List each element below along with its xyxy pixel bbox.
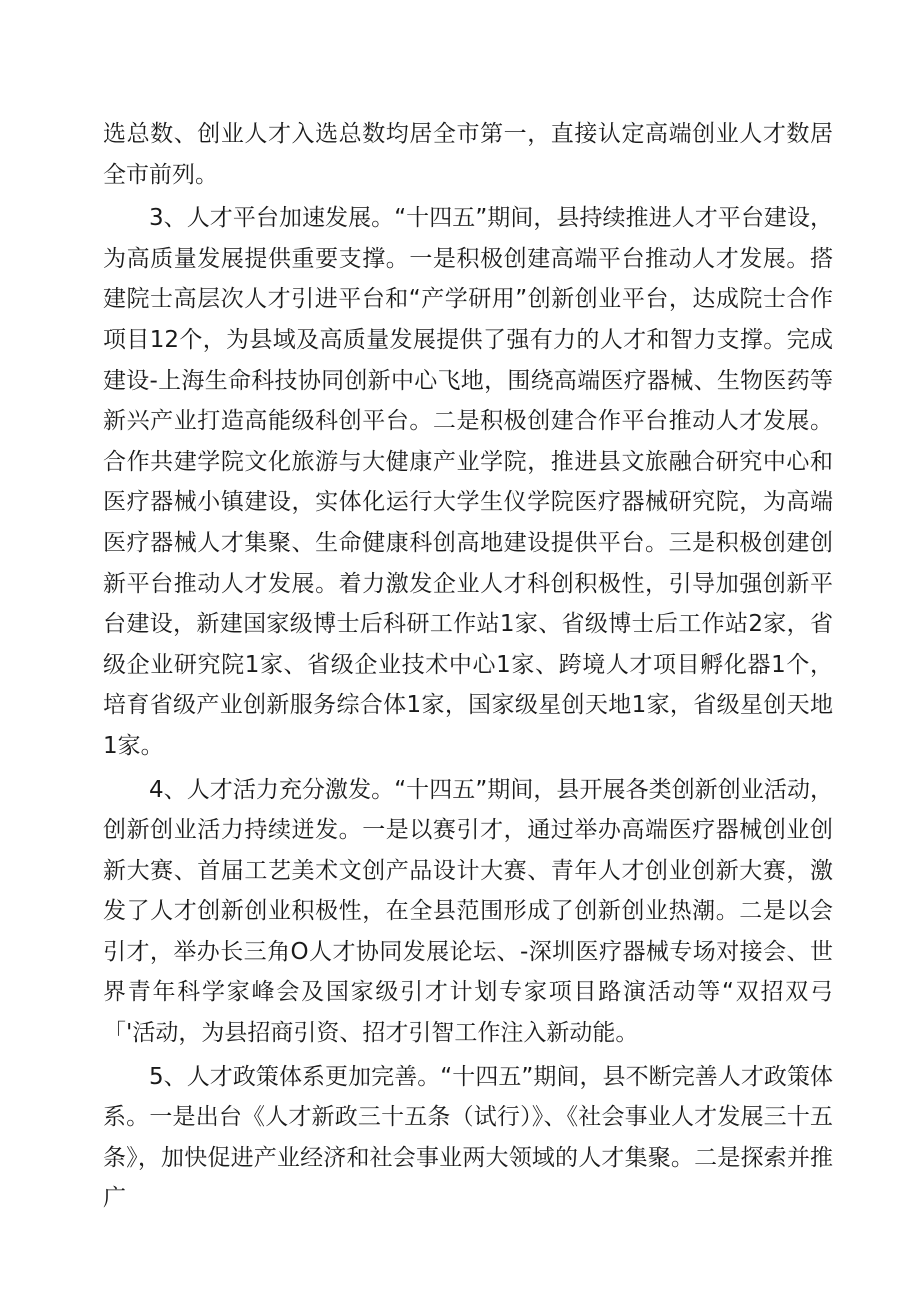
paragraph-talent-policy: 5、人才政策体系更加完善。“十四五”期间，县不断完善人才政策体系。一是出台《人才新政三十五条（试行）》、《社会事业人才发展三十五条》，加快促进产业经济和社会事业两大领域的人才集聚。二是探索并推广: [103, 1063, 833, 1212]
paragraph-talent-vitality: 4、人才活力充分激发。“十四五”期间，县开展各类创新创业活动，创新创业活力持续迸发。一是以赛引才，通过举办高端医疗器械创业创新大赛、首届工艺美术文创产品设计大赛、青年人才创业创新大赛，激发了人才创新创业积极性，在全县范围形成了创新创业热潮。二是以会引才，举办长三角O人才协同发展论坛、-深圳医疗器械专场对接会、世界青年科学家峰会及国家级引才计划专家项目路演活动等“双招双弓「'活动，为县招商引资、招才引智工作注入新动能。: [103, 776, 833, 1047]
document-body: [103, 114, 833, 1219]
paragraph-continued: 选总数、创业人才入选总数均居全市第一，直接认定高端创业人才数居全市前列。: [103, 121, 833, 188]
paragraph-talent-platform: 3、人才平台加速发展。“十四五”期间，县持续推进人才平台建设，为高质量发展提供重要支撑。一是积极创建高端平台推动人才发展。搭建院士高层次人才引进平台和“产学研用”创新创业平台，达成院士合作项目12个，为县域及高质量发展提供了强有力的人才和智力支撑。完成建设-上海生命科技协同创新中心飞地，围绕高端医疗器械、生物医药等新兴产业打造高能级科创平台。二是积极创建合作平台推动人才发展。合作共建学院文化旅游与大健康产业学院，推进县文旅融合研究中心和医疗器械小镇建设，实体化运行大学生仪学院医疗器械研究院，为高端医疗器械人才集聚、生命健康科创高地建设提供平台。三是积极创建创新平台推动人才发展。着力激发企业人才科创积极性，引导加强创新平台建设，新建国家级博士后科研工作站1家、省级博士后工作站2家，省级企业研究院1家、省级企业技术中心1家、跨境人才项目孵化器1个，培育省级产业创新服务综合体1家，国家级星创天地1家，省级星创天地1家。: [103, 205, 833, 759]
